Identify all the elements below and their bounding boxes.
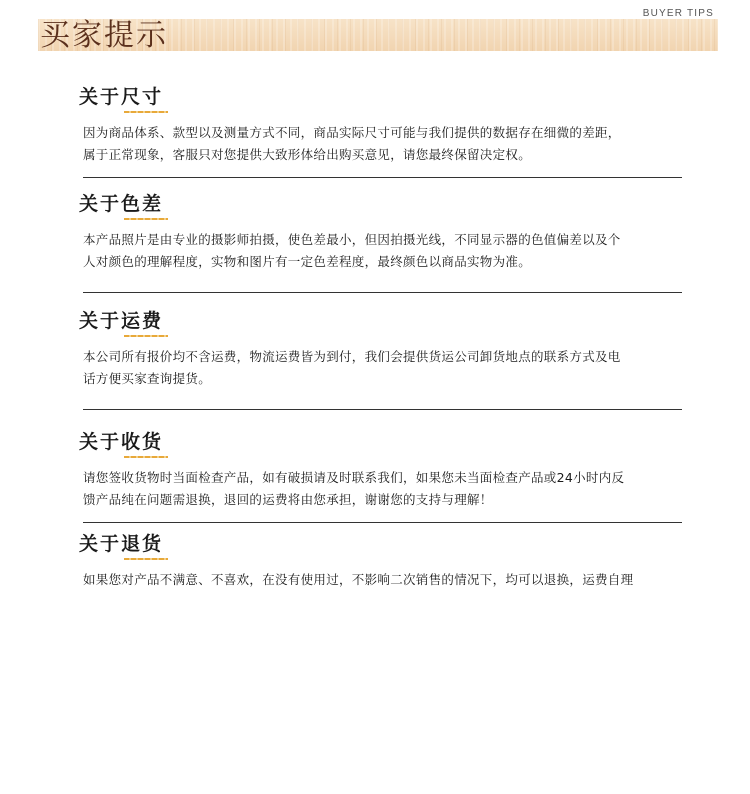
page-title: 买家提示 — [40, 18, 168, 53]
section-title: 关于退货 — [79, 533, 164, 555]
section-underline — [124, 111, 168, 113]
divider — [83, 292, 682, 293]
section-text: 本公司所有报价均不含运费，物流运费皆为到付，我们会提供货运公司卸货地点的联系方式及电 话方便买家查询提货。 — [83, 349, 621, 386]
divider — [83, 177, 682, 178]
section-text: 请您签收货物时当面检查产品，如有破损请及时联系我们，如果您未当面检查产品或24小时内反 馈产品纯在问题需退换，退回的运费将由您承担，谢谢您的支持与理解！ — [83, 470, 625, 507]
section-title: 关于运费 — [79, 310, 164, 332]
section-title: 关于收货 — [79, 431, 164, 453]
divider — [83, 522, 682, 523]
divider — [83, 409, 682, 410]
section-title: 关于色差 — [79, 193, 164, 215]
header-english-label: BUYER TIPS — [642, 8, 714, 19]
section-underline — [124, 335, 168, 337]
section-text: 如果您对产品不满意、不喜欢，在没有使用过，不影响二次销售的情况下，均可以退换，运费自理 — [83, 572, 634, 587]
section-underline — [124, 558, 168, 560]
section-text: 因为商品体系、款型以及测量方式不同，商品实际尺寸可能与我们提供的数据存在细微的差距， 属于正常现象，客服只对您提供大致形体给出购买意见，请您最终保留决定权。 — [83, 125, 621, 162]
section-text: 本产品照片是由专业的摄影师拍摄，使色差最小，但因拍摄光线，不同显示器的色值偏差以及个 人对颜色的理解程度，实物和图片有一定色差程度，最终颜色以商品实物为准。 — [83, 232, 621, 269]
section-title: 关于尺寸 — [79, 86, 164, 108]
section-underline — [124, 218, 168, 220]
section-underline — [124, 456, 168, 458]
